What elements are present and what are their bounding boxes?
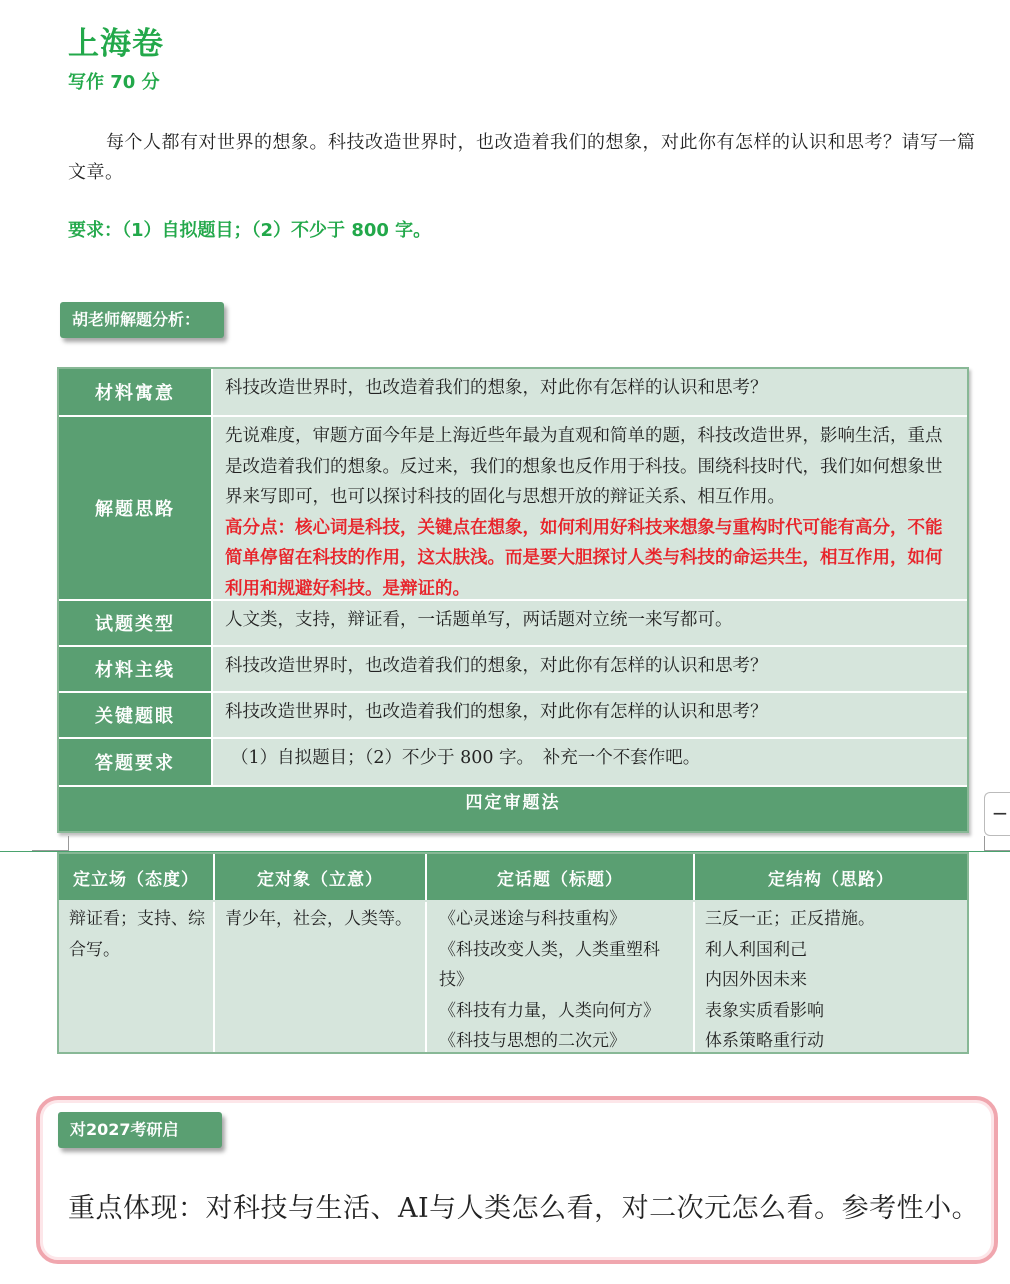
table-row bbox=[59, 647, 967, 693]
method-band-title: 四定审题法 bbox=[59, 787, 967, 831]
essay-prompt: 每个人都有对世界的想象。科技改造世界时，也改造着我们的想象，对此你有怎样的认识和思考？请写一篇文章。 bbox=[68, 132, 976, 183]
row-label: 解题思路 bbox=[59, 417, 213, 599]
structure-item: 表象实质看影响 bbox=[705, 1000, 824, 1021]
page-title: 上海卷 bbox=[68, 26, 164, 62]
row-content: 科技改造世界时，也改造着我们的想象，对此你有怎样的认识和思考？ bbox=[225, 656, 768, 676]
table-row bbox=[59, 601, 967, 647]
header-object: 定对象（立意） bbox=[215, 854, 427, 900]
row-content bbox=[225, 421, 957, 604]
essay-requirement: 要求：（1）自拟题目；（2）不少于 800 字。 bbox=[68, 220, 432, 241]
header-stance: 定立场（态度） bbox=[59, 854, 215, 900]
four-method-table bbox=[57, 852, 969, 1054]
table-row bbox=[59, 693, 967, 739]
row-content: 科技改造世界时，也改造着我们的想象，对此你有怎样的认识和思考？ bbox=[225, 378, 768, 398]
title-option: 《科技与思想的二次元》 bbox=[439, 1031, 626, 1051]
cell-object: 青少年，社会，人类等。 bbox=[215, 902, 427, 1052]
structure-item: 体系策略重行动 bbox=[705, 1031, 824, 1051]
structure-item: 内因外因未来 bbox=[705, 970, 807, 990]
page-corner-right bbox=[984, 836, 1010, 851]
title-option: 《心灵迷途与科技重构》 bbox=[439, 909, 626, 929]
insight-tag: 对2027考研启示： bbox=[58, 1112, 222, 1148]
structure-item: 利人利国利己 bbox=[705, 939, 807, 960]
row-label: 材料主线 bbox=[59, 647, 213, 691]
row-label: 关键题眼 bbox=[59, 693, 213, 737]
row-content: 人文类，支持，辩证看，一话题单写，两话题对立统一来写都可。 bbox=[225, 610, 733, 630]
table-row bbox=[59, 417, 967, 601]
cell-structure bbox=[695, 902, 967, 1052]
table-row bbox=[59, 739, 967, 787]
page-corner-left bbox=[32, 836, 69, 851]
insight-text: 重点体现：对科技与生活、AI与人类怎么看，对二次元怎么看。参考性小。 bbox=[68, 1193, 980, 1224]
collapse-button[interactable]: − bbox=[984, 792, 1010, 836]
header-topic: 定话题（标题） bbox=[427, 854, 695, 900]
structure-item: 三反一正；正反措施。 bbox=[705, 909, 875, 929]
analysis-tag: 胡老师解题分析： bbox=[60, 302, 224, 338]
cell-topic bbox=[427, 902, 695, 1052]
title-option: 《科技有力量，人类向何方》 bbox=[439, 1000, 660, 1021]
row-label: 答题要求 bbox=[59, 739, 213, 785]
page-subtitle: 写作 70 分 bbox=[68, 72, 160, 93]
title-option: 《科技改变人类，人类重塑科技》 bbox=[439, 939, 660, 990]
table-row bbox=[59, 369, 967, 417]
row-label: 试题类型 bbox=[59, 601, 213, 645]
row-content: （1）自拟题目；（2）不少于 800 字。 补充一个不套作吧。 bbox=[231, 748, 701, 768]
header-structure: 定结构（思路） bbox=[695, 854, 967, 900]
row-content: 科技改造世界时，也改造着我们的想象，对此你有怎样的认识和思考？ bbox=[225, 702, 768, 722]
analysis-table bbox=[57, 367, 969, 833]
cell-stance: 辩证看；支持、综合写。 bbox=[59, 902, 215, 1052]
high-score-point: 高分点：核心词是科技，关键点在想象，如何利用好科技来想象与重构时代可能有高分，不能简单停留在科技的作用，这太肤浅。而是要大胆探讨人类与科技的命运共生，相互作用，如何利用和规避好科技。是辩证的。 bbox=[225, 517, 943, 599]
row-label: 材料寓意 bbox=[59, 369, 213, 415]
approach-text: 先说难度，审题方面今年是上海近些年最为直观和简单的题，科技改造世界，影响生活，重点是改造着我们的想象。反过来，我们的想象也反作用于科技。围绕科技时代，我们如何想象世界来写即可，也可以探讨科技的固化与思想开放的辩证关系、相互作用。 bbox=[225, 426, 943, 507]
